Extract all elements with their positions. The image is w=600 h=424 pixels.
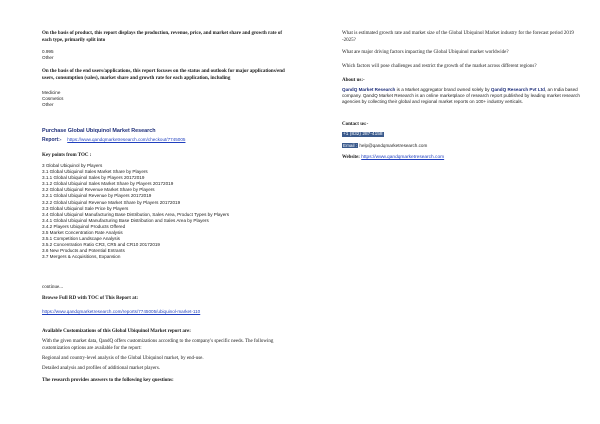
website-line [342, 155, 444, 160]
customization-item: Detailed analysis and profiles of additional market players. [42, 366, 161, 371]
questions-title: The research provides answers to the following key questions: [42, 378, 174, 383]
about-brand: QandQ Market Research [342, 87, 396, 92]
customization-item: Regional and country-level analysis of the Global Ubiquinol market, by end-use. [42, 356, 204, 361]
toc-item: 3.5.1 Competition Landscape Analysis [42, 236, 120, 242]
email-label: Email : [343, 143, 358, 148]
types-intro: On the basis of product, this report displays the production, revenue, price, and market share and growth rate of each type, primarily split into [42, 31, 283, 43]
purchase-link[interactable]: https://www.qandqmarketresearch.com/checkout/7745005 [67, 137, 186, 142]
toc-item: 3.1.1 Global Ubiquinol Sales by Players 20172019 [42, 175, 145, 181]
website-label: Website: [342, 155, 360, 160]
toc-item: 3.4.2 Players Ubiquinol Products Offered [42, 223, 126, 229]
purchase-label: Report:- [42, 137, 62, 143]
application-item: Medicine [42, 90, 61, 95]
toc-item: 3.5 Market Concentration Rate Analysis [42, 230, 123, 236]
browse-link[interactable]: https://www.qandqmarketresearch.com/reports/7745005/ubiquinol-market-110 [42, 309, 201, 314]
phone-line [342, 132, 384, 137]
website-link[interactable]: https://www.qandqmarketresearch.com [361, 155, 445, 160]
about-title: About us:- [342, 78, 365, 83]
application-item: Other [42, 102, 54, 107]
toc-item: 3.6 New Products and Potential Entrants [42, 248, 125, 254]
toc-title: Key points from TOC : [42, 153, 92, 158]
toc-item: 3.4 Global Ubiquinol Manufacturing Base Distribution, Sales Area, Product Types by Players [42, 211, 230, 217]
continue-text: continue... [42, 285, 63, 290]
purchase-title: Purchase Global Ubiquinol Market Research [42, 128, 156, 134]
about-rest: , an India based company. QandQ Market Research is an online marketplace of research report published by leading market research agencies by collecting their global and regional market reports on 100+ industry verticals. [342, 87, 580, 104]
toc-item: 3.7 Mergers & Acquisitions, Expansion [42, 254, 121, 260]
question-1: What is estimated growth rate and market size of the Global Ubiquinol Market industry for the forecast period 2019 -2025? [342, 31, 574, 43]
toc-item: 3.2.1 Global Ubiquinol Revenue by Players 20172019 [42, 193, 152, 199]
email-address[interactable]: help@qandqmarketresearch.com [359, 143, 428, 148]
question-3: Which factors will pose challenges and restrict the growth of the market across different regions? [342, 64, 537, 69]
about-owner: QandQ Research Pvt Ltd [490, 87, 545, 92]
toc-item: 3.5.2 Concentration Ratio CR3, CR5 and CR10 20172019 [42, 242, 160, 248]
question-2: What are major driving factors impacting the Global Ubiquinol market worldwide? [342, 50, 509, 55]
toc-item: 3.1.2 Global Ubiquinol Sales Market Share by Players 20172019 [42, 181, 174, 187]
toc-item: 3.1 Global Ubiquinol Sales Market Share by Players [42, 169, 148, 175]
toc-list [42, 163, 229, 261]
email-line [342, 143, 427, 148]
about-mid: is a Market aggregator brand owned solely by [395, 87, 491, 92]
application-item: Cosmetics [42, 96, 64, 101]
applications-intro: On the basis of the end users/applications, this report focuses on the status and outlook for major applications/end users, consumption (sales), market share and growth rate for each application, including [42, 69, 285, 81]
browse-title: Browse Full RD with TOC of This Report at: [42, 296, 139, 301]
toc-item: 3.2.2 Global Ubiquinol Revenue Market Share by Players 20172019 [42, 199, 181, 205]
about-text [342, 87, 587, 104]
phone-number[interactable]: +1 (832) 287-4158 [343, 132, 383, 137]
customizations-title: Available Customizations of this Global Ubiquinol Market report are: [42, 329, 191, 334]
type-item: 0.995 [42, 49, 54, 54]
toc-item: 3.3 Global Ubiquinol Sale Price by Players [42, 205, 129, 211]
contact-title: Contact us:- [342, 122, 369, 127]
customizations-text: With the given market data, QandQ offers customizations according to the company's specific needs. The following customization options are available for the report: [42, 339, 274, 351]
toc-item: 3.4.1 Global Ubiquinol Manufacturing Base Distribution and Sales Area by Players [42, 217, 209, 223]
toc-item: 3.2 Global Ubiquinol Revenue Market Share by Players [42, 187, 155, 193]
type-item: Other [42, 55, 54, 60]
toc-item: 3 Global Ubiquinol by Players [42, 163, 103, 168]
purchase-line [42, 137, 185, 143]
